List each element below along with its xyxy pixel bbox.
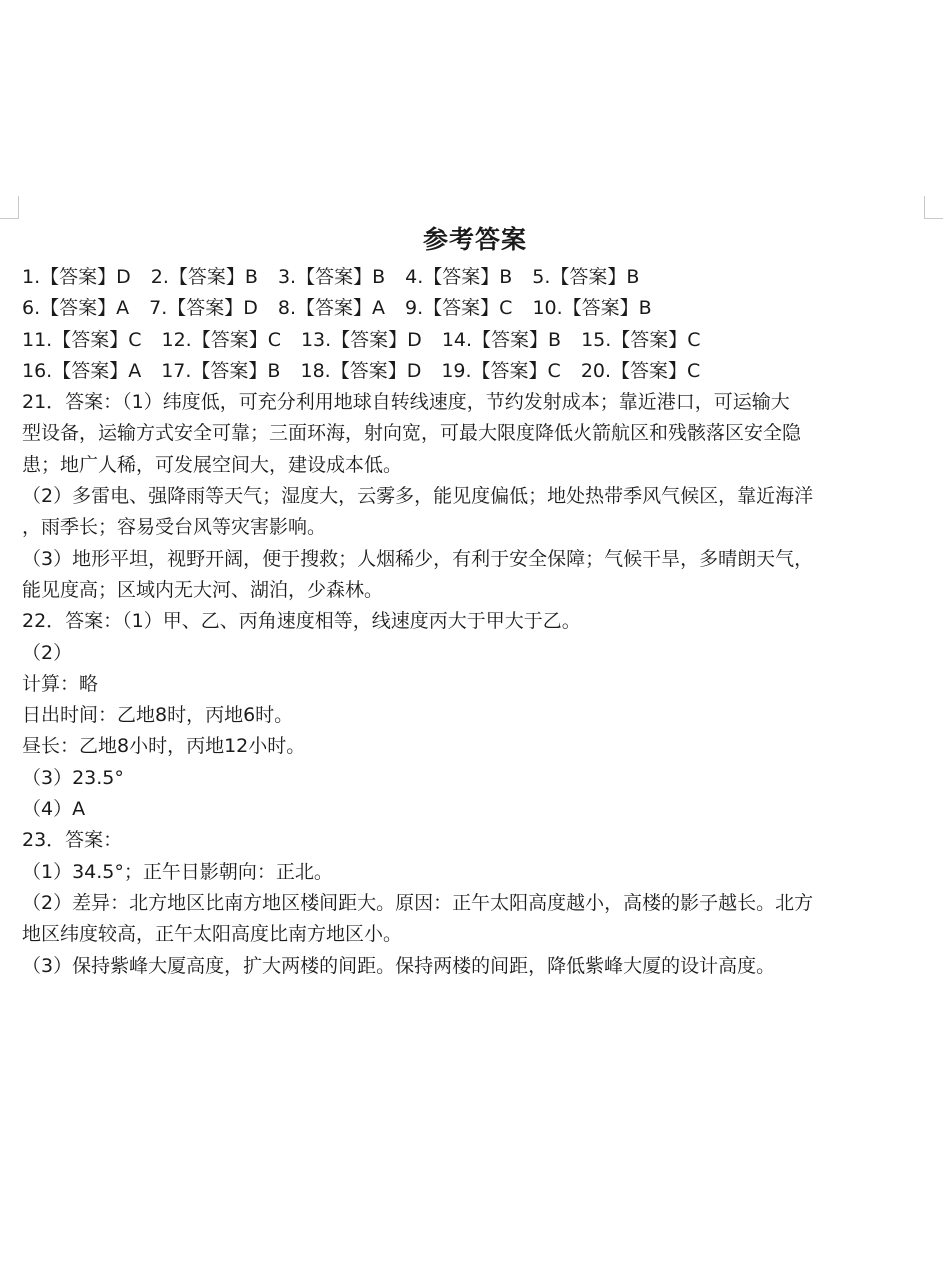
answer-item: 19.【答案】C <box>441 359 561 382</box>
text-line: （2）多雷电、强降雨等天气；湿度大，云雾多，能见度偏低；地处热带季风气候区，靠近海洋 <box>22 485 814 508</box>
answer-item: 18.【答案】D <box>300 359 422 382</box>
text-line: （3）保持紫峰大厦高度，扩大两楼的间距。保持两楼的间距，降低紫峰大厦的设计高度。 <box>22 954 776 977</box>
answer-row-1 <box>22 262 922 293</box>
answer-item: 14.【答案】B <box>441 328 562 351</box>
answer-item: 10.【答案】B <box>532 297 652 320</box>
text-line: （2）差异：北方地区比南方地区楼间距大。原因：正午太阳高度越小，高楼的影子越长。北方 <box>22 891 814 914</box>
answer-item: 3.【答案】B <box>277 266 386 288</box>
text-line: （2） <box>22 641 73 664</box>
text-line: （3）23.5° <box>22 766 124 789</box>
text-line: 能见度高；区域内无大河、湖泊，少森林。 <box>22 578 384 601</box>
text-line: 地区纬度较高，正午太阳高度比南方地区小。 <box>22 923 403 946</box>
text-line: （1）34.5°；正午日影朝向：正北。 <box>22 860 333 883</box>
answer-item: 1.【答案】D <box>22 266 131 288</box>
answer-row-4 <box>22 356 922 387</box>
answer-item: 11.【答案】C <box>22 328 142 351</box>
answer-item: 20.【答案】C <box>580 359 701 382</box>
text-line: 22．答案：（1）甲、乙、丙角速度相等，线速度丙大于甲大于乙。 <box>22 610 581 633</box>
text-line: （4）A <box>22 798 86 821</box>
text-line: 患；地广人稀，可发展空间大，建设成本低。 <box>22 453 403 476</box>
answer-row-3 <box>22 325 922 356</box>
page-title: 参考答案 <box>422 225 527 254</box>
answer-item: 8.【答案】A <box>277 297 386 320</box>
answer-item: 6.【答案】A <box>22 297 130 320</box>
text-line: 21．答案：（1）纬度低，可充分利用地球自转线速度，节约发射成本；靠近港口，可运输大 <box>22 391 790 414</box>
answer-item: 15.【答案】C <box>581 328 701 351</box>
answer-item: 9.【答案】C <box>405 297 513 320</box>
answer-item: 12.【答案】C <box>161 328 281 351</box>
text-line: 23．答案： <box>22 829 123 852</box>
text-line: ，雨季长；容易受台风等灾害影响。 <box>22 516 327 539</box>
crop-mark-left <box>0 196 19 219</box>
answer-content <box>22 262 922 982</box>
text-line: 计算：略 <box>22 672 99 695</box>
answer-item: 17.【答案】B <box>161 359 281 382</box>
answer-item: 5.【答案】B <box>532 266 640 288</box>
text-line: 日出时间：乙地8时，丙地6时。 <box>22 704 294 727</box>
text-line: （3）地形平坦，视野开阔，便于搜救；人烟稀少，有利于安全保障；气候干旱，多晴朗天气， <box>22 547 814 570</box>
text-line: 型设备，运输方式安全可靠；三面环海，射向宽，可最大限度降低火箭航区和残骸落区安全隐 <box>22 422 802 445</box>
crop-mark-right <box>924 196 943 219</box>
answer-item: 7.【答案】D <box>149 297 258 320</box>
answer-item: 4.【答案】B <box>405 266 513 288</box>
answer-row-2 <box>22 293 922 324</box>
answer-item: 16.【答案】A <box>22 359 142 382</box>
text-line: 昼长：乙地8小时，丙地12小时。 <box>22 735 306 758</box>
answer-item: 2.【答案】B <box>150 266 258 288</box>
answer-item: 13.【答案】D <box>300 328 422 351</box>
